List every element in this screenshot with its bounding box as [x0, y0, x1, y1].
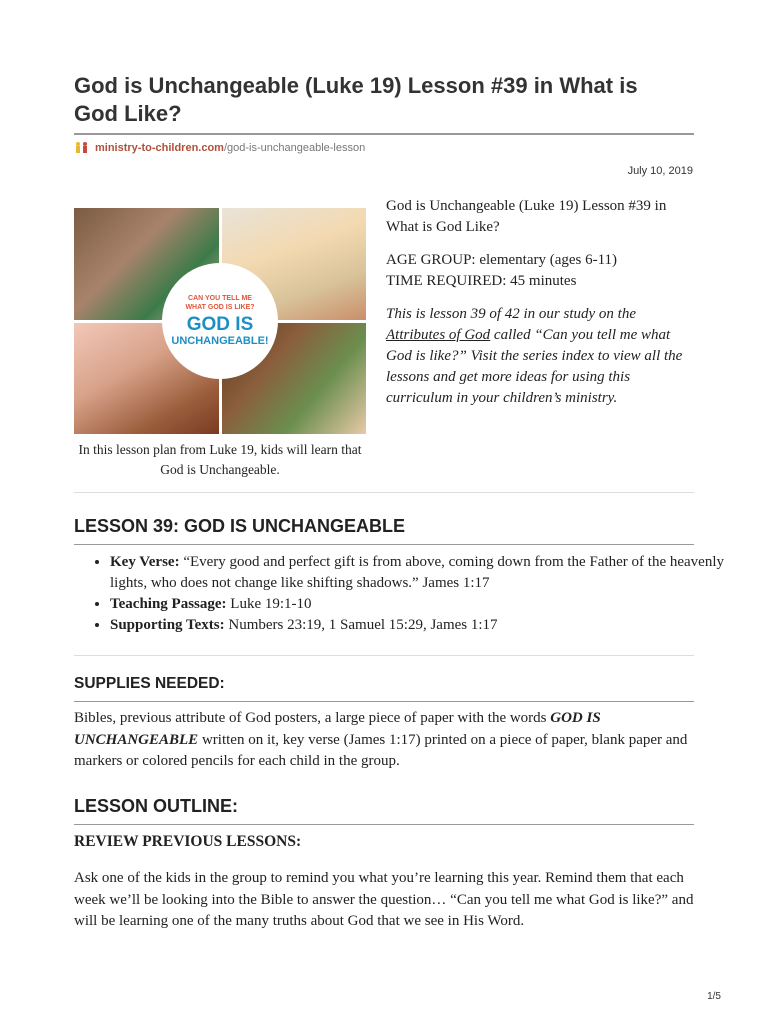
source-line[interactable]	[74, 141, 365, 155]
supporting-texts-text: Numbers 23:19, 1 Samuel 15:29, James 1:17	[224, 617, 498, 633]
time-required: TIME REQUIRED: 45 minutes	[386, 273, 577, 289]
supplies-emphasis: GOD IS UNCHANGEABLE	[74, 710, 601, 748]
list-item-teaching-passage	[110, 594, 730, 615]
series-note	[386, 304, 696, 409]
intro-meta	[386, 250, 696, 292]
hero-subtitle: CAN YOU TELL ME WHAT GOD IS LIKE?	[185, 295, 255, 311]
supplies-post: written on it, key verse (James 1:17) printed on a piece of paper, blank paper and markers or colored pencils for each child in the group.	[74, 731, 688, 769]
title-divider	[74, 133, 694, 135]
hero-badge	[162, 263, 278, 379]
list-item-key-verse	[110, 552, 730, 594]
attributes-of-god-link[interactable]: Attributes of God	[386, 327, 491, 343]
intro-block	[386, 196, 696, 421]
supplies-heading-rule	[74, 701, 694, 702]
outline-heading: LESSON OUTLINE:	[74, 796, 239, 816]
list-item-supporting-texts	[110, 615, 730, 636]
lesson-heading: LESSON 39: GOD IS UNCHANGEABLE	[74, 516, 406, 536]
supplies-pre: Bibles, previous attribute of God posters, a large piece of paper with the words	[74, 710, 551, 726]
review-heading: REVIEW PREVIOUS LESSONS:	[74, 833, 302, 850]
teaching-passage-text: Luke 19:1-10	[226, 596, 312, 612]
publish-date: July 10, 2019	[627, 165, 693, 177]
page-title: God is Unchangeable (Luke 19) Lesson #39 in What is God Like?	[74, 73, 638, 126]
teaching-passage-label: Teaching Passage:	[110, 596, 227, 612]
source-domain[interactable]: ministry-to-children.com	[95, 142, 224, 154]
lesson-heading-rule	[74, 544, 694, 545]
review-text: Ask one of the kids in the group to remind you what you’re learning this year. Remind them that each week we’ll be looking into the Bible to answer the question… “Can you tell me what God is like?” and will be learning one of the many truths about God that we see in His Word.	[74, 870, 694, 929]
page-number: 1/5	[707, 991, 721, 1002]
section-divider	[74, 655, 694, 656]
key-verse-label: Key Verse:	[110, 554, 180, 570]
age-group: AGE GROUP: elementary (ages 6-11)	[386, 252, 618, 268]
hero-image	[74, 208, 366, 434]
intro-title: God is Unchangeable (Luke 19) Lesson #39 in What is God Like?	[386, 198, 667, 235]
section-divider	[74, 492, 694, 493]
supporting-texts-label: Supporting Texts:	[110, 617, 225, 633]
outline-heading-rule	[74, 824, 694, 825]
supplies-text	[74, 708, 694, 773]
hero-title-line-1: GOD IS	[186, 314, 254, 335]
image-caption: In this lesson plan from Luke 19, kids will learn that God is Unchangeable.	[78, 442, 362, 477]
key-verse-text: “Every good and perfect gift is from above, coming down from the Father of the heavenly lights, who does not change like shifting shadows.” James 1:17	[110, 554, 724, 591]
hero-title-line-2: UNCHANGEABLE!	[171, 335, 269, 347]
series-note-post: called “Can you tell me what God is like?” Visit the series index to view all the lessons and get more ideas for using this curriculum in your children’s ministry.	[386, 327, 683, 406]
supplies-heading: SUPPLIES NEEDED:	[74, 675, 225, 692]
lesson-details-list	[74, 552, 730, 636]
series-note-pre: This is lesson 39 of 42 in our study on the	[386, 306, 637, 322]
source-path[interactable]: /god-is-unchangeable-lesson	[223, 142, 366, 154]
site-logo-icon	[74, 141, 92, 155]
